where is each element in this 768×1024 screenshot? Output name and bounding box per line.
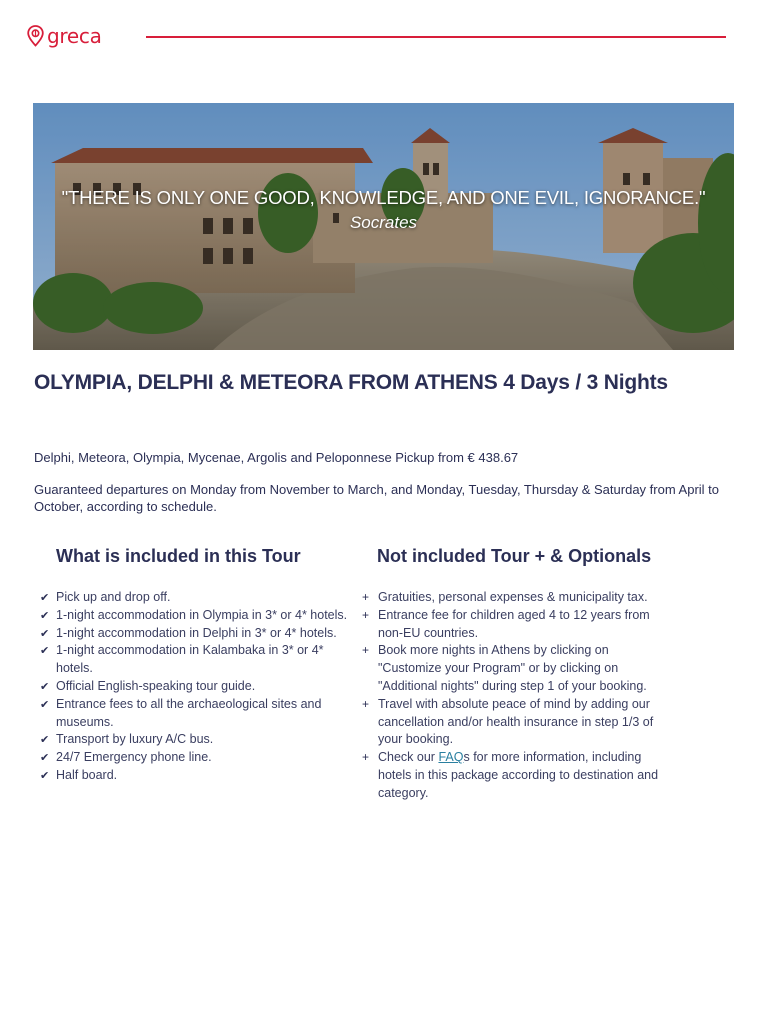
list-item-text: 24/7 Emergency phone line. — [56, 750, 212, 765]
faq-link[interactable]: FAQ — [438, 750, 464, 765]
list-item — [34, 625, 354, 643]
plus-icon: + — [362, 750, 370, 765]
list-item — [34, 749, 354, 767]
tour-departures: Guaranteed departures on Monday from November to March, and Monday, Tuesday, Thursday & Saturday from April to October, according to schedule. — [34, 482, 720, 514]
logo[interactable] — [27, 24, 102, 48]
header-divider — [146, 36, 726, 38]
checkmark-icon: ✔ — [40, 609, 50, 622]
list-item-text: Transport by luxury A/C bus. — [56, 732, 214, 747]
list-item — [356, 696, 674, 749]
plus-icon: + — [362, 643, 370, 658]
list-item-text-prefix: Check our — [378, 750, 439, 765]
list-item-text: Entrance fees to all the archaeological sites and museums. — [56, 696, 322, 729]
list-item-text: 1-night accommodation in Delphi in 3* or 4* hotels. — [56, 625, 337, 640]
checkmark-icon: ✔ — [40, 680, 50, 693]
tour-subtitle: Delphi, Meteora, Olympia, Mycenae, Argolis and Peloponnese Pickup from € 438.67 — [34, 450, 519, 465]
plus-icon: + — [362, 607, 370, 622]
list-item — [34, 589, 354, 607]
list-item-text: Travel with absolute peace of mind by adding our cancellation and/or health insurance in step 1/3 of your booking. — [378, 696, 654, 747]
included-list — [34, 589, 354, 785]
list-item-text: 1-night accommodation in Olympia in 3* or 4* hotels. — [56, 607, 348, 622]
checkmark-icon: ✔ — [40, 752, 50, 765]
map-pin-icon — [27, 25, 44, 47]
checkmark-icon: ✔ — [40, 592, 50, 604]
plus-icon: + — [362, 696, 370, 711]
list-item — [34, 642, 354, 678]
included-heading: What is included in this Tour — [56, 546, 301, 566]
list-item — [356, 607, 674, 643]
tour-title: OLYMPIA, DELPHI & METEORA FROM ATHENS 4 Days / 3 Nights — [34, 371, 668, 394]
checkmark-icon: ✔ — [40, 769, 50, 782]
checkmark-icon: ✔ — [40, 734, 50, 747]
list-item — [34, 696, 354, 732]
list-item — [356, 749, 674, 802]
page-header — [0, 0, 768, 80]
list-item-text: 1-night accommodation in Kalambaka in 3* or 4* hotels. — [56, 643, 324, 676]
list-item-text: Half board. — [56, 767, 118, 782]
list-item-text: Book more nights in Athens by clicking on "Customize your Program" or by clicking on "Additional nights" during step 1 of your booking. — [378, 643, 647, 693]
list-item-text: Pick up and drop off. — [56, 590, 171, 604]
list-item-text: Official English-speaking tour guide. — [56, 678, 256, 693]
not-included-list — [356, 589, 674, 803]
list-item-text: Entrance fee for children aged 4 to 12 years from non-EU countries. — [378, 607, 650, 640]
logo-text: greca — [47, 24, 102, 48]
checkmark-icon: ✔ — [40, 698, 50, 711]
list-item-text: Gratuities, personal expenses & municipality tax. — [378, 590, 648, 604]
plus-icon: + — [362, 590, 370, 604]
hero-banner — [33, 103, 734, 350]
list-item-text-suffix: s for more information, including hotels in this package according to destination and category. — [378, 750, 659, 800]
hero-quote: "THERE IS ONLY ONE GOOD, KNOWLEDGE, AND ONE EVIL, IGNORANCE." — [61, 187, 706, 208]
list-item — [356, 589, 674, 607]
not-included-heading: Not included Tour + & Optionals — [377, 546, 652, 566]
list-item — [34, 731, 354, 749]
list-item — [356, 642, 674, 695]
list-item — [34, 767, 354, 785]
checkmark-icon: ✔ — [40, 627, 50, 640]
list-item — [34, 607, 354, 625]
hero-quote-author: Socrates — [349, 213, 418, 232]
list-item — [34, 678, 354, 696]
checkmark-icon: ✔ — [40, 645, 50, 658]
